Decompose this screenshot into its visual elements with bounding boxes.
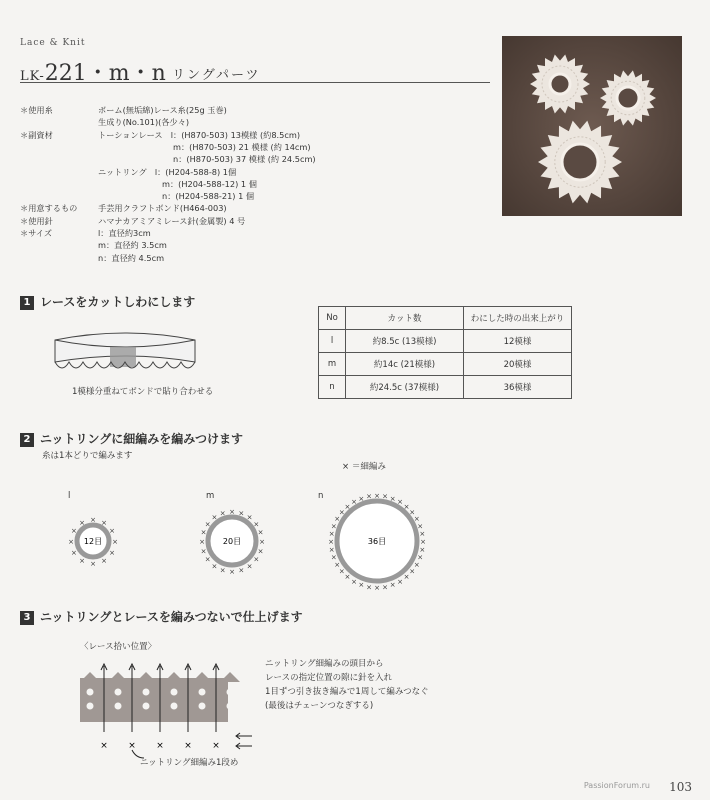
stitch-mark: × <box>112 538 118 546</box>
stitch-mark: × <box>338 567 345 576</box>
stitch-mark: × <box>382 583 388 592</box>
material-text: m：(H870-503) 21 模様 (約 14cm) <box>173 141 311 152</box>
stitch-mark: × <box>246 513 253 522</box>
table-cell: 約24.5c (37模様) <box>346 376 464 399</box>
material-row <box>20 178 257 190</box>
material-row <box>20 141 311 153</box>
stitch-mark: × <box>366 492 372 501</box>
ring-label-m: m <box>206 491 215 501</box>
material-text: n：(H204-588-21) 1 個 <box>162 191 255 202</box>
stitch-mark: × <box>420 538 426 546</box>
stitch-mark: × <box>403 502 410 511</box>
instruction-line: ニットリング細編みの頭目から <box>265 659 384 669</box>
material-text: n：(H870-503) 37 模様 (約 24.5cm) <box>173 154 316 165</box>
stitch-mark: × <box>417 553 424 562</box>
cut-table <box>318 306 572 399</box>
material-row <box>20 129 300 141</box>
stitch-mark: × <box>204 555 211 564</box>
material-text: ボーム(無垢綿)レース糸(25g 玉巻) <box>98 105 227 115</box>
table-row <box>319 330 572 353</box>
stitch-mark: × <box>219 566 226 575</box>
stitch-mark: × <box>328 530 335 538</box>
svg-text:×: × <box>212 741 220 751</box>
material-row <box>20 215 245 227</box>
material-text: m：(H204-588-12) 1 個 <box>162 178 257 189</box>
table-cell: n <box>319 376 346 399</box>
stitch-mark: × <box>419 546 426 554</box>
material-row <box>20 239 167 251</box>
material-row <box>20 202 227 214</box>
stitch-mark: × <box>101 557 107 566</box>
table-header-row <box>319 307 572 330</box>
stitch-mark: × <box>374 492 380 500</box>
stitch-mark: × <box>79 557 85 566</box>
stitch-mark: × <box>409 508 416 517</box>
table-row <box>319 353 572 376</box>
instruction-line: レースの指定位置の隙に針を入れ <box>265 673 393 683</box>
stitch-mark: × <box>409 567 416 576</box>
stitch-mark: × <box>200 547 207 556</box>
stitch-mark: × <box>259 538 265 546</box>
stitch-mark: × <box>344 502 351 511</box>
stitch-mark: × <box>351 577 357 586</box>
page-title: リングパーツ <box>172 68 261 83</box>
table-cell: m <box>319 353 346 376</box>
stitch-mark: × <box>211 562 218 571</box>
series-label: Lace & Knit <box>20 38 86 48</box>
material-label: ＊用意するもの <box>20 203 78 214</box>
material-row <box>20 227 151 239</box>
watermark: PassionForum.ru <box>583 781 650 790</box>
stitch-mark: × <box>257 528 264 537</box>
stitch-mark: × <box>328 546 335 554</box>
stitch-mark: × <box>238 566 245 575</box>
section2-title: ニットリングに細編みを編みつけます <box>40 432 244 446</box>
material-text: ハマナカアミアミレース針(金属製) 4 号 <box>98 215 246 226</box>
material-text: m：直径約 3.5cm <box>98 240 167 251</box>
stitch-mark: × <box>70 549 77 557</box>
ring-label-l: l <box>68 491 71 501</box>
section2-heading <box>20 430 243 447</box>
table-header: わにした時の出来上がり <box>464 307 572 330</box>
stitch-legend: × ＝細編み <box>342 462 386 472</box>
stitch-mark: × <box>397 577 403 586</box>
material-row <box>20 153 316 165</box>
material-row <box>20 252 164 264</box>
stitch-mark: × <box>389 494 396 503</box>
table-cell: 約8.5c (13模様) <box>346 330 464 353</box>
stitch-mark: × <box>253 555 260 564</box>
svg-text:×: × <box>100 741 108 751</box>
material-text: 手芸用クラフトボンド(H464-003) <box>98 203 227 214</box>
stitch-mark: × <box>219 509 226 518</box>
svg-text:×: × <box>128 741 136 751</box>
materials-list <box>20 104 490 269</box>
instruction-line: (最後はチェーンつなぎする) <box>265 701 374 711</box>
stitch-mark: × <box>79 518 85 527</box>
stitch-mark: × <box>229 508 235 516</box>
join-bottom-label: ニットリング細編み1段め <box>140 758 239 768</box>
stitch-mark: × <box>344 573 351 582</box>
table-header: カット数 <box>346 307 464 330</box>
product-photo <box>502 36 682 216</box>
stitch-mark: × <box>338 508 345 517</box>
material-row <box>20 116 189 128</box>
material-text: ニットリング l：(H204-588-8) 1個 <box>98 166 237 177</box>
page-number: 103 <box>669 780 692 794</box>
section2-number: 2 <box>20 433 34 447</box>
title-rule <box>20 82 490 83</box>
stitch-mark: × <box>358 494 365 503</box>
stitch-mark: × <box>328 538 334 546</box>
material-label: ＊サイズ <box>20 228 53 238</box>
material-text: l：直径約3cm <box>98 228 151 238</box>
stitch-mark: × <box>419 530 426 538</box>
section1-title: レースをカットしわにします <box>40 295 196 309</box>
stitch-mark: × <box>211 513 218 522</box>
material-row <box>20 104 227 116</box>
lace-rings-image <box>502 36 682 216</box>
lace-cut-diagram <box>50 320 200 382</box>
stitch-mark: × <box>413 561 420 569</box>
stitch-mark: × <box>334 561 341 569</box>
stitch-mark: × <box>389 581 396 590</box>
table-cell: 約14c (21模様) <box>346 353 464 376</box>
stitch-count: 36目 <box>367 537 387 546</box>
stitch-mark: × <box>397 498 403 507</box>
stitch-mark: × <box>204 520 211 529</box>
stitch-mark: × <box>366 583 372 592</box>
stitch-mark: × <box>413 515 420 523</box>
code-number: 221・m・n <box>44 61 166 86</box>
table-header: No <box>319 307 346 330</box>
material-row <box>20 190 254 202</box>
material-row <box>20 166 236 178</box>
stitch-mark: × <box>330 522 337 531</box>
material-label: ＊使用糸 <box>20 105 53 115</box>
lace-pickup-label: 〈レース拾い位置〉 <box>80 642 157 652</box>
stitch-mark: × <box>200 528 207 537</box>
stitch-mark: × <box>253 520 260 529</box>
stitch-mark: × <box>68 538 74 546</box>
stitch-mark: × <box>257 547 264 556</box>
join-instructions <box>265 657 429 713</box>
material-label: ＊副資材 <box>20 129 53 140</box>
table-row <box>319 376 572 399</box>
stitch-mark: × <box>382 492 388 501</box>
stitch-mark: × <box>374 584 380 592</box>
stitch-mark: × <box>351 498 357 507</box>
stitch-mark: × <box>70 527 77 535</box>
stitch-mark: × <box>358 581 365 590</box>
section1-caption: 1模様分重ねてボンドで貼り合わせる <box>72 387 214 397</box>
section3-title: ニットリングとレースを編みつないで仕上げます <box>40 610 303 624</box>
section1-number: 1 <box>20 296 34 310</box>
stitch-mark: × <box>109 549 116 557</box>
table-cell: l <box>319 330 346 353</box>
table-cell: 12模様 <box>464 330 572 353</box>
section1-heading <box>20 293 195 310</box>
stitch-mark: × <box>334 515 341 523</box>
ring-stitch-diagrams <box>60 492 440 592</box>
material-text: n：直径約 4.5cm <box>98 252 165 263</box>
stitch-count: 20目 <box>222 537 242 546</box>
material-text: トーションレース l：(H870-503) 13模様 (約8.5cm) <box>98 129 301 140</box>
code-prefix: LK- <box>20 69 45 84</box>
join-diagram <box>78 652 258 757</box>
section3-heading <box>20 608 303 625</box>
stitch-mark: × <box>199 538 205 546</box>
svg-text:×: × <box>184 741 192 751</box>
instruction-line: 1目ずつ引き抜き編みで1周して編みつなぐ <box>265 687 429 697</box>
stitch-mark: × <box>246 562 253 571</box>
material-text: 生成り(No.101)(各少々) <box>98 117 190 128</box>
stitch-mark: × <box>403 573 410 582</box>
stitch-mark: × <box>229 568 235 576</box>
stitch-mark: × <box>109 527 116 535</box>
ring-label-n: n <box>318 491 324 501</box>
section2-sub: 糸は1本どりで編みます <box>42 451 133 461</box>
stitch-mark: × <box>330 553 337 562</box>
section3-number: 3 <box>20 611 34 625</box>
stitch-count: 12目 <box>83 537 103 546</box>
stitch-mark: × <box>101 518 107 527</box>
stitch-mark: × <box>417 522 424 531</box>
stitch-mark: × <box>238 509 245 518</box>
material-label: ＊使用針 <box>20 215 53 226</box>
stitch-mark: × <box>90 516 96 524</box>
table-cell: 36模様 <box>464 376 572 399</box>
stitch-mark: × <box>90 560 96 568</box>
table-cell: 20模様 <box>464 353 572 376</box>
svg-text:×: × <box>156 741 164 751</box>
